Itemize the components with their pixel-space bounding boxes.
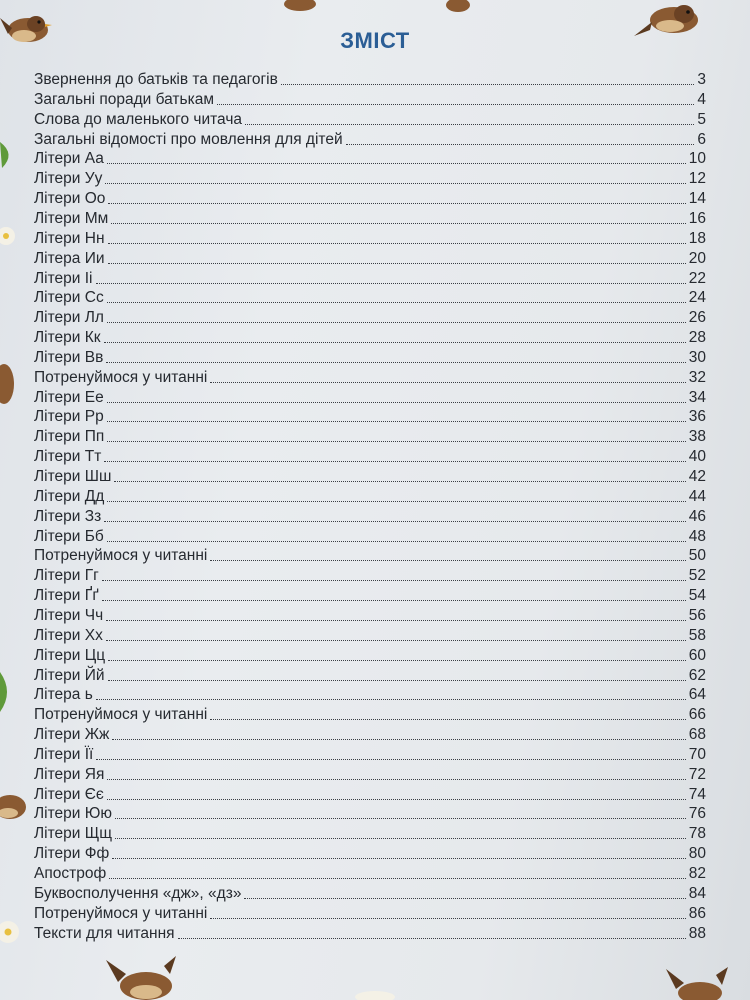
toc-entry-page-number: 46: [688, 507, 706, 525]
leaf-icon: [0, 140, 18, 170]
toc-entry-title: Літери Юю: [34, 805, 113, 823]
toc-entry: [34, 110, 706, 130]
leaf-icon: [0, 672, 14, 712]
toc-dot-leader: [112, 738, 685, 740]
toc-entry-page-number: 74: [688, 785, 706, 803]
toc-entry: [34, 745, 706, 765]
toc-entry-title: Літери Зз: [34, 507, 102, 525]
toc-entry: [34, 804, 706, 824]
toc-entry: [34, 407, 706, 427]
toc-entry-title: Літери Уу: [34, 170, 103, 188]
toc-entry: [34, 189, 706, 209]
toc-entry: [34, 765, 706, 785]
page-title: ЗМІСТ: [340, 28, 410, 53]
toc-entry-page-number: 30: [688, 348, 706, 366]
toc-entry-page-number: 64: [688, 686, 706, 704]
toc-entry-title: Літери Рр: [34, 408, 104, 426]
toc-entry: [34, 70, 706, 90]
toc-entry: [34, 586, 706, 606]
toc-entry-title: Потренуймося у читанні: [34, 368, 208, 386]
toc-entry-page-number: 78: [688, 825, 706, 843]
toc-entry: [34, 348, 706, 368]
toc-entry-page-number: 54: [688, 587, 706, 605]
toc-dot-leader: [106, 361, 685, 363]
sparrow-icon: [0, 785, 30, 831]
toc-entry-title: Літери Нн: [34, 229, 105, 247]
toc-entry: [34, 844, 706, 864]
toc-dot-leader: [245, 123, 694, 125]
toc-entry-page-number: 62: [688, 666, 706, 684]
toc-dot-leader: [114, 480, 685, 482]
sparrow-icon: [632, 0, 712, 44]
toc-dot-leader: [107, 162, 686, 164]
toc-dot-leader: [281, 83, 695, 85]
toc-entry: [34, 368, 706, 388]
toc-entry-title: Загальні поради батькам: [34, 90, 214, 108]
toc-entry-title: Літери Єє: [34, 785, 104, 803]
toc-dot-leader: [210, 718, 685, 720]
toc-entry-page-number: 10: [688, 150, 706, 168]
toc-dot-leader: [210, 917, 685, 919]
sparrow-icon: [96, 952, 186, 1000]
toc-entry-title: Літери Оо: [34, 190, 106, 208]
toc-dot-leader: [106, 639, 686, 641]
toc-entry-title: Літера Ии: [34, 249, 105, 267]
toc-entry: [34, 785, 706, 805]
toc-entry-page-number: 72: [688, 765, 706, 783]
toc-entry-page-number: 6: [697, 130, 706, 148]
toc-entry-title: Літери Фф: [34, 845, 110, 863]
toc-entry-title: Літери Гг: [34, 567, 99, 585]
toc-dot-leader: [108, 202, 685, 204]
toc-entry: [34, 507, 706, 527]
toc-dot-leader: [217, 103, 694, 105]
toc-entry-page-number: 50: [688, 547, 706, 565]
toc-entry-page-number: 40: [688, 448, 706, 466]
toc-dot-leader: [107, 540, 686, 542]
toc-entry-title: Загальні відомості про мовлення для дітей: [34, 130, 343, 148]
toc-entry: [34, 388, 706, 408]
toc-entry-title: Потренуймося у читанні: [34, 904, 208, 922]
toc-entry-page-number: 84: [688, 884, 706, 902]
toc-dot-leader: [111, 222, 685, 224]
toc-entry-page-number: 80: [688, 845, 706, 863]
toc-dot-leader: [107, 798, 686, 800]
toc-entry-title: Літери Яя: [34, 765, 105, 783]
toc-entry-title: Літери Пп: [34, 428, 105, 446]
daisy-icon: [0, 912, 24, 948]
sparrow-icon: [0, 360, 16, 410]
toc-dot-leader: [108, 262, 686, 264]
toc-entry-title: Літери Ее: [34, 388, 104, 406]
toc-dot-leader: [105, 182, 685, 184]
toc-dot-leader: [104, 520, 686, 522]
toc-entry: [34, 427, 706, 447]
toc-dot-leader: [112, 857, 685, 859]
toc-entry: [34, 308, 706, 328]
toc-entry-page-number: 18: [688, 229, 706, 247]
toc-dot-leader: [107, 778, 685, 780]
toc-entry: [34, 824, 706, 844]
toc-entry-page-number: 4: [697, 90, 706, 108]
toc-dot-leader: [107, 401, 686, 403]
toc-entry-title: Тексти для читання: [34, 924, 175, 942]
toc-entry-page-number: 20: [688, 249, 706, 267]
toc-entry-title: Літери Кк: [34, 329, 101, 347]
sparrow-icon: [440, 0, 474, 18]
toc-entry-title: Літери Йй: [34, 666, 105, 684]
toc-dot-leader: [178, 937, 686, 939]
toc-entry-page-number: 38: [688, 428, 706, 446]
toc-dot-leader: [108, 659, 686, 661]
toc-entry: [34, 328, 706, 348]
sparrow-icon: [0, 0, 60, 62]
toc-dot-leader: [96, 758, 685, 760]
toc-entry: [34, 447, 706, 467]
toc-dot-leader: [106, 619, 686, 621]
toc-entry-page-number: 68: [688, 726, 706, 744]
toc-entry: [34, 864, 706, 884]
toc-entry-page-number: 58: [688, 626, 706, 644]
toc-entry-page-number: 34: [688, 388, 706, 406]
toc-dot-leader: [107, 440, 685, 442]
toc-entry: [34, 229, 706, 249]
toc-dot-leader: [210, 381, 685, 383]
toc-dot-leader: [104, 460, 685, 462]
toc-entry-title: Літери Її: [34, 745, 94, 763]
toc-dot-leader: [107, 301, 686, 303]
toc-entry: [34, 487, 706, 507]
toc-entry: [34, 725, 706, 745]
toc-entry-page-number: 24: [688, 289, 706, 307]
toc-entry-title: Літери Іі: [34, 269, 93, 287]
toc-entry-page-number: 22: [688, 269, 706, 287]
toc-entry-title: Літери Лл: [34, 309, 104, 327]
toc-entry: [34, 269, 706, 289]
toc-entry-page-number: 44: [688, 487, 706, 505]
toc-entry-page-number: 14: [688, 190, 706, 208]
toc-entry-page-number: 52: [688, 567, 706, 585]
toc-dot-leader: [102, 599, 686, 601]
toc-entry: [34, 209, 706, 229]
toc-dot-leader: [210, 559, 685, 561]
toc-dot-leader: [108, 242, 686, 244]
toc-entry-title: Буквосполучення «дж», «дз»: [34, 884, 242, 902]
toc-entry-page-number: 56: [688, 606, 706, 624]
toc-entry-title: Літери Аа: [34, 150, 104, 168]
toc-dot-leader: [115, 817, 686, 819]
daisy-icon: [0, 222, 22, 252]
toc-entry: [34, 169, 706, 189]
toc-entry-page-number: 88: [688, 924, 706, 942]
toc-entry-title: Звернення до батьків та педагогів: [34, 71, 278, 88]
toc-entry-title: Літери Чч: [34, 606, 104, 624]
toc-dot-leader: [109, 877, 686, 879]
toc-entry-title: Літери Шш: [34, 468, 112, 485]
toc-entry: [34, 884, 706, 904]
toc-dot-leader: [96, 698, 686, 700]
toc-entry-title: Літери Вв: [34, 348, 104, 366]
toc-entry-title: Літери Дд: [34, 487, 105, 505]
toc-entry-title: Літери Жж: [34, 726, 110, 744]
toc-dot-leader: [107, 420, 686, 422]
toc-entry-page-number: 3: [697, 71, 706, 88]
toc-entry-page-number: 70: [688, 745, 706, 763]
toc-entry-title: Літери Бб: [34, 527, 104, 545]
toc-entry: [34, 90, 706, 110]
toc-entry: [34, 606, 706, 626]
toc-entry-title: Літери Сс: [34, 289, 104, 307]
toc-entry: [34, 705, 706, 725]
toc-entry-title: Потренуймося у читанні: [34, 547, 208, 565]
toc-entry: [34, 646, 706, 666]
toc-entry: [34, 904, 706, 924]
sparrow-icon: [660, 965, 730, 1000]
toc-entry-title: Літери Щщ: [34, 825, 113, 843]
toc-entry-page-number: 5: [697, 110, 706, 128]
toc-entry: [34, 546, 706, 566]
toc-entry-page-number: 82: [688, 865, 706, 882]
toc-entry-page-number: 36: [688, 408, 706, 426]
toc-entry-title: Літери Хх: [34, 626, 103, 644]
toc-entry-page-number: 60: [688, 646, 706, 664]
toc-entry-page-number: 16: [688, 209, 706, 227]
toc-entry: [34, 666, 706, 686]
toc-dot-leader: [244, 897, 685, 899]
toc-entry-page-number: 86: [688, 904, 706, 922]
toc-dot-leader: [115, 837, 686, 839]
toc-entry: [34, 249, 706, 269]
toc-dot-leader: [102, 579, 686, 581]
toc-entry-page-number: 76: [688, 805, 706, 823]
sparrow-icon: [280, 0, 320, 16]
toc-entry: [34, 288, 706, 308]
toc-entry: [34, 467, 706, 487]
toc-entry-page-number: 12: [688, 170, 706, 188]
toc-entry: [34, 685, 706, 705]
toc-entry-page-number: 32: [688, 368, 706, 386]
daisy-icon: [350, 985, 400, 1000]
toc-entry-page-number: 66: [688, 706, 706, 724]
toc-entry-page-number: 42: [688, 468, 706, 485]
toc-entry-title: Слова до маленького читача: [34, 110, 243, 128]
toc-entry-title: Літери Тт: [34, 448, 102, 466]
toc-entry-title: Літери Мм: [34, 209, 109, 227]
toc-dot-leader: [96, 282, 686, 284]
toc-entry-page-number: 26: [688, 309, 706, 327]
toc-entry-title: Літери Цц: [34, 646, 106, 664]
toc-dot-leader: [107, 500, 685, 502]
toc-dot-leader: [108, 679, 686, 681]
toc-entry: [34, 566, 706, 586]
toc-entry: [34, 527, 706, 547]
toc-entry: [34, 626, 706, 646]
toc-entry: [34, 924, 706, 944]
toc-entry: [34, 130, 706, 150]
toc-dot-leader: [346, 143, 695, 145]
toc-dot-leader: [107, 321, 686, 323]
toc-entry-title: Літера ь: [34, 686, 93, 704]
toc-entry-page-number: 28: [688, 329, 706, 347]
toc-dot-leader: [104, 341, 686, 343]
toc-entry-page-number: 48: [688, 527, 706, 545]
toc-entry-title: Потренуймося у читанні: [34, 706, 208, 724]
toc-entry: [34, 149, 706, 169]
toc-entry-title: Апостроф: [34, 865, 107, 882]
toc-entry-title: Літери Ґґ: [34, 587, 99, 605]
